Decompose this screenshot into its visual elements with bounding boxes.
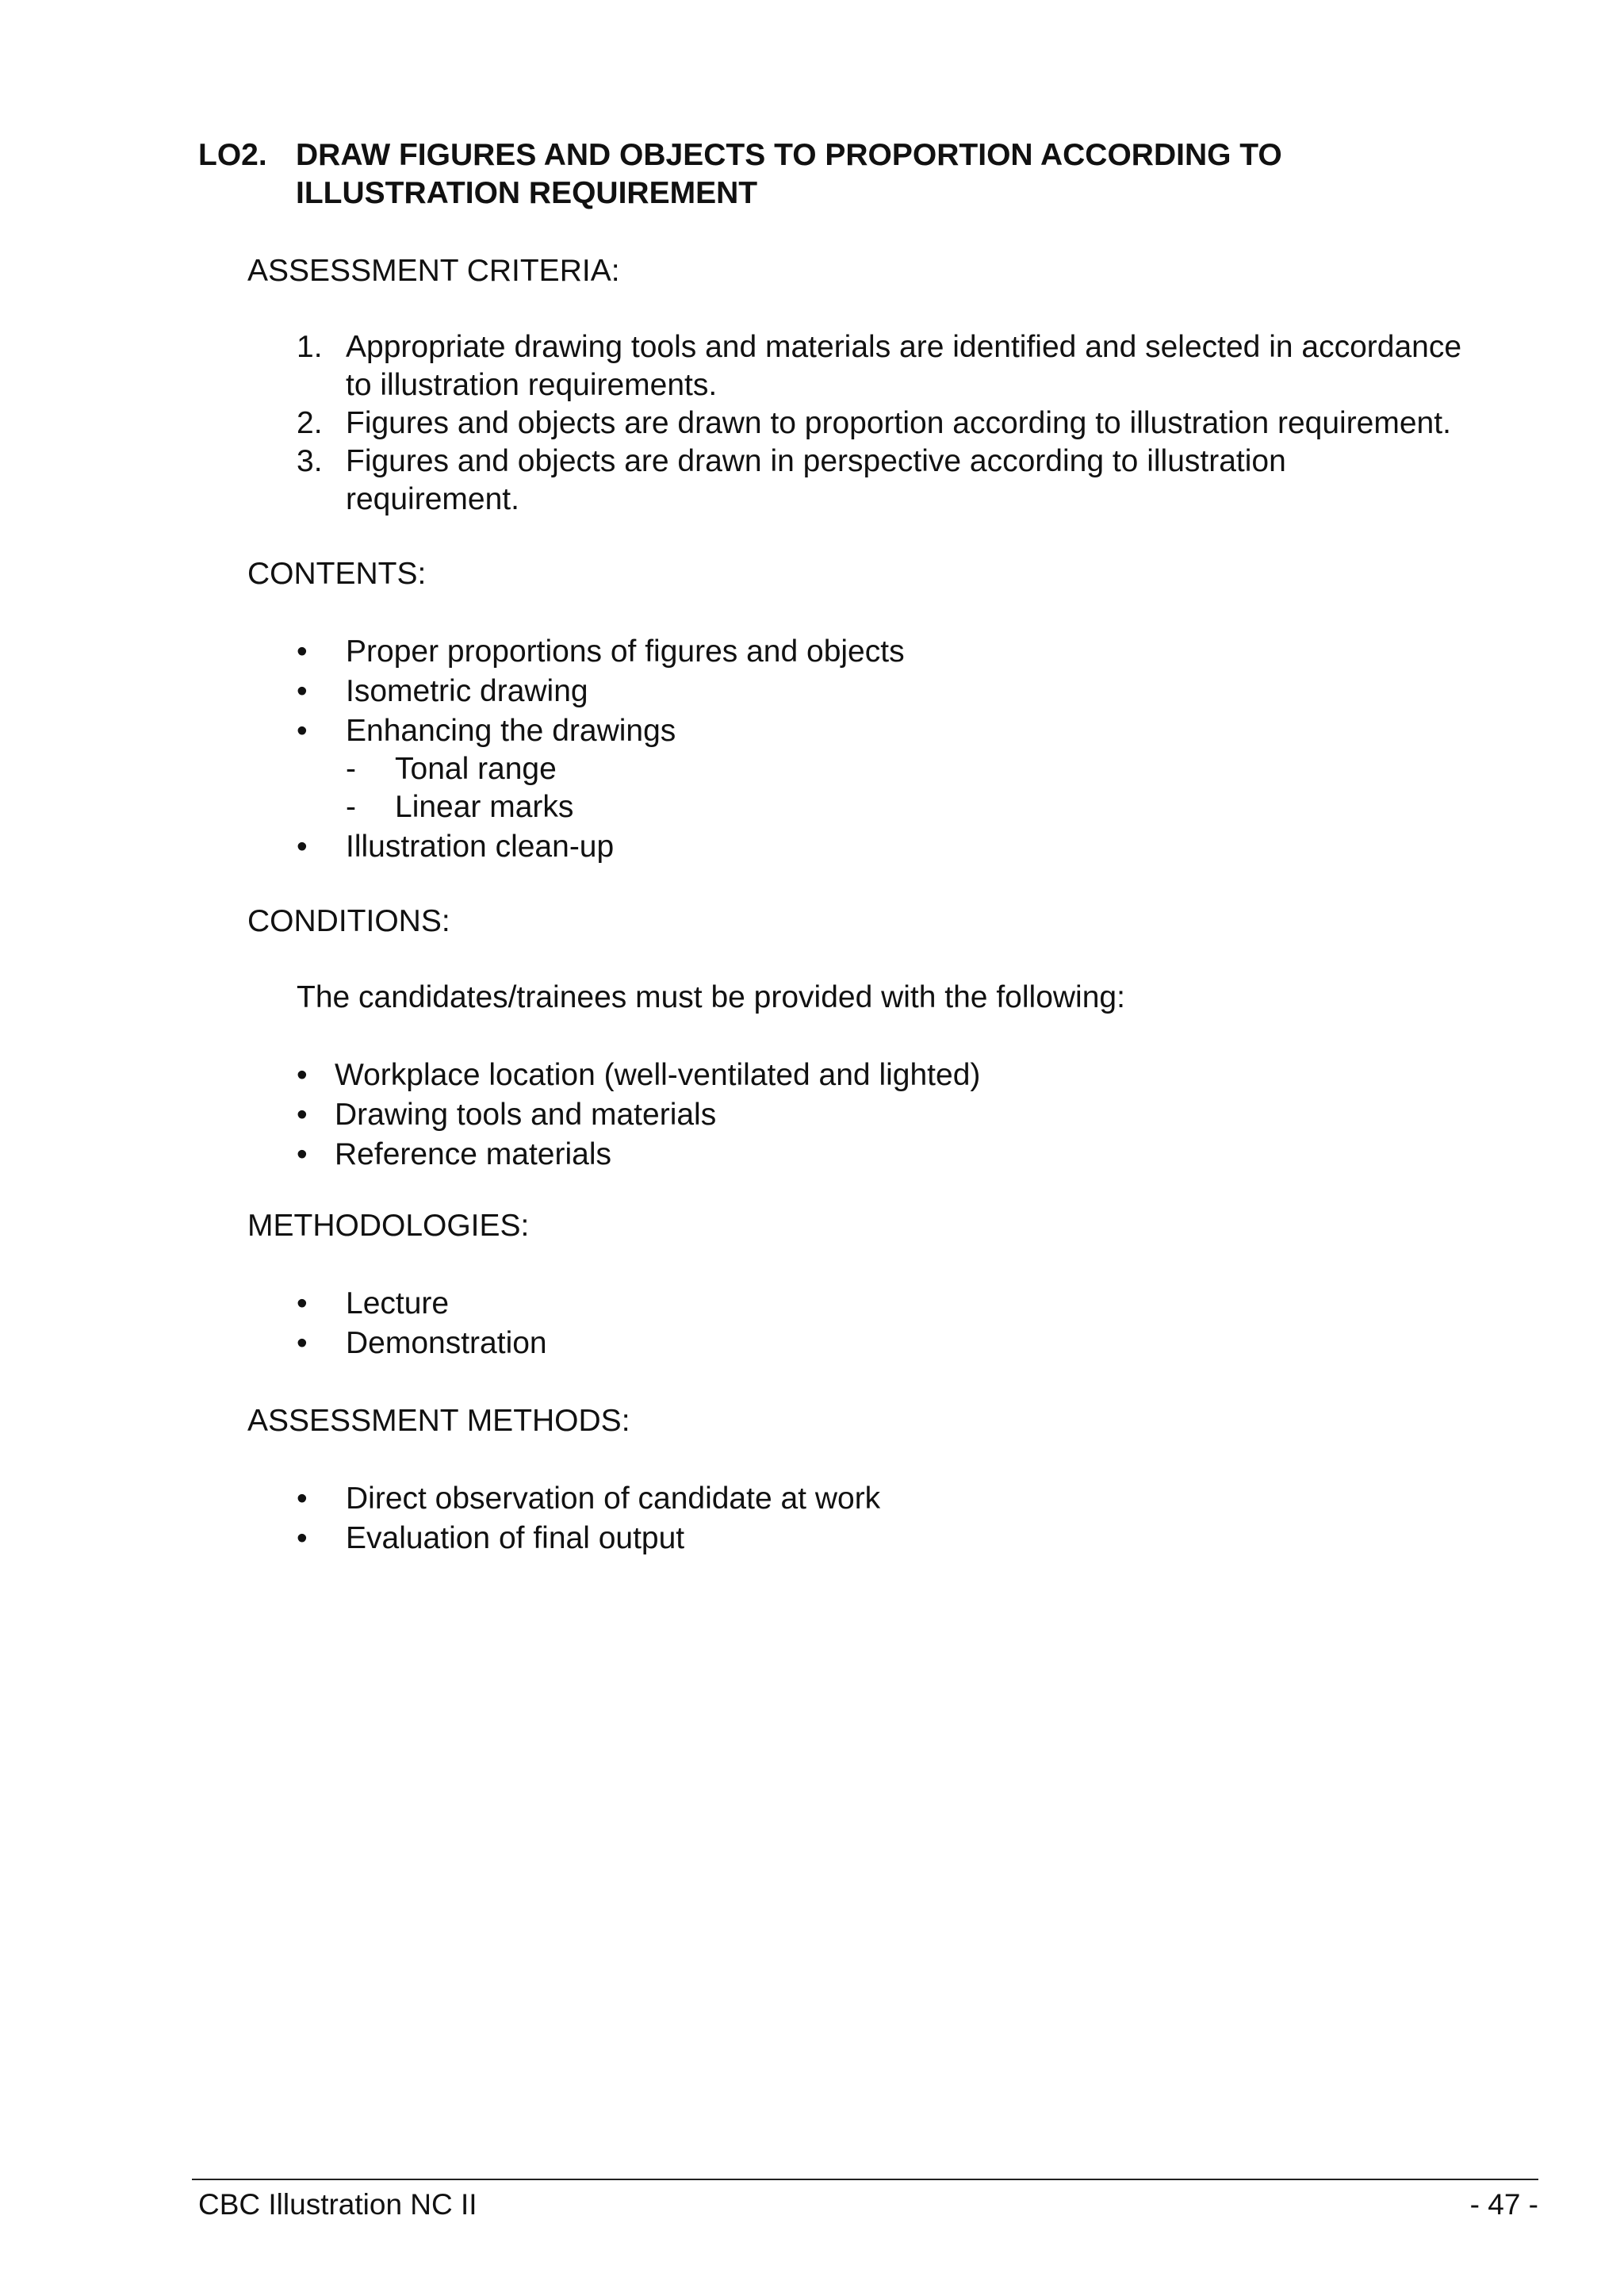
list-item bbox=[247, 1520, 1564, 1558]
list-item bbox=[247, 712, 1564, 750]
bullet-icon: • bbox=[297, 1286, 308, 1320]
bullet-icon: • bbox=[297, 1326, 308, 1360]
list-item-text: Reference materials bbox=[335, 1137, 611, 1171]
list-item-text: Evaluation of final output bbox=[346, 1521, 685, 1555]
bullet-icon: • bbox=[297, 1137, 308, 1171]
assessment-criteria-section bbox=[247, 252, 1564, 519]
conditions-section bbox=[247, 903, 1564, 1175]
list-item bbox=[247, 1324, 1564, 1363]
sub-list-item-text: Tonal range bbox=[395, 752, 557, 786]
assessment-methods-list bbox=[247, 1480, 1564, 1558]
assessment-criteria-label: ASSESSMENT CRITERIA: bbox=[247, 254, 620, 288]
learning-outcome-title bbox=[296, 136, 1533, 213]
contents-label: CONTENTS: bbox=[247, 557, 427, 591]
list-item bbox=[247, 1096, 1564, 1134]
list-item-text: Workplace location (well-ventilated and lighted) bbox=[335, 1058, 981, 1092]
learning-outcome-title-line-1: DRAW FIGURES AND OBJECTS TO PROPORTION ACCORDING TO bbox=[296, 138, 1282, 172]
methodologies-label: METHODOLOGIES: bbox=[247, 1209, 530, 1243]
list-item bbox=[247, 828, 1564, 866]
bullet-icon: • bbox=[297, 1521, 308, 1555]
footer-document-title: CBC Illustration NC II bbox=[198, 2188, 477, 2221]
list-item-line: to illustration requirements. bbox=[346, 368, 718, 402]
list-item-line: requirement. bbox=[346, 482, 519, 516]
bullet-icon: • bbox=[297, 1481, 308, 1516]
assessment-methods-label: ASSESSMENT METHODS: bbox=[247, 1404, 630, 1438]
footer-page-number: - 47 - bbox=[1469, 2188, 1538, 2221]
list-item-text: Proper proportions of figures and objects bbox=[346, 634, 905, 669]
contents-section bbox=[247, 555, 1564, 868]
list-number: 1. bbox=[297, 330, 323, 364]
list-item-line: Appropriate drawing tools and materials are identified and selected in accordance bbox=[346, 330, 1462, 364]
list-item bbox=[247, 328, 1564, 404]
sub-list-item bbox=[247, 788, 1564, 826]
list-item bbox=[247, 1285, 1564, 1323]
list-item bbox=[247, 1480, 1564, 1518]
assessment-criteria-list bbox=[247, 328, 1564, 519]
list-item-text: Illustration clean-up bbox=[346, 830, 615, 864]
list-number: 2. bbox=[297, 406, 323, 440]
list-item bbox=[247, 1136, 1564, 1174]
bullet-icon: • bbox=[297, 830, 308, 864]
list-item-text: Enhancing the drawings bbox=[346, 714, 676, 748]
dash-icon: - bbox=[346, 790, 356, 824]
conditions-intro: The candidates/trainees must be provided with the following: bbox=[297, 980, 1125, 1014]
methodologies-section bbox=[247, 1207, 1564, 1364]
bullet-icon: • bbox=[297, 1098, 308, 1132]
sub-list-item bbox=[247, 750, 1564, 788]
list-item-line: Figures and objects are drawn to proportion according to illustration requirement. bbox=[346, 406, 1451, 440]
bullet-icon: • bbox=[297, 674, 308, 708]
list-item-text: Isometric drawing bbox=[346, 674, 588, 708]
conditions-label: CONDITIONS: bbox=[247, 904, 450, 938]
list-item bbox=[247, 633, 1564, 671]
list-item bbox=[247, 404, 1564, 443]
list-item-line: Figures and objects are drawn in perspective according to illustration bbox=[346, 444, 1286, 478]
bullet-icon: • bbox=[297, 634, 308, 669]
list-item bbox=[247, 1056, 1564, 1094]
conditions-list bbox=[247, 1056, 1564, 1174]
list-item-text: Lecture bbox=[346, 1286, 450, 1320]
sub-list-item-text: Linear marks bbox=[395, 790, 574, 824]
list-item-text: Direct observation of candidate at work bbox=[346, 1481, 881, 1516]
methodologies-list bbox=[247, 1285, 1564, 1363]
list-number: 3. bbox=[297, 444, 323, 478]
dash-icon: - bbox=[346, 752, 356, 786]
list-item-text: Demonstration bbox=[346, 1326, 547, 1360]
learning-outcome-title-line-2: ILLUSTRATION REQUIREMENT bbox=[296, 176, 758, 210]
list-item-text: Drawing tools and materials bbox=[335, 1098, 717, 1132]
footer-divider bbox=[192, 2179, 1538, 2180]
list-item bbox=[247, 443, 1564, 519]
learning-outcome-number: LO2. bbox=[198, 138, 267, 172]
assessment-methods-section bbox=[247, 1402, 1564, 1559]
contents-list bbox=[247, 633, 1564, 866]
bullet-icon: • bbox=[297, 1058, 308, 1092]
bullet-icon: • bbox=[297, 714, 308, 748]
list-item bbox=[247, 673, 1564, 711]
